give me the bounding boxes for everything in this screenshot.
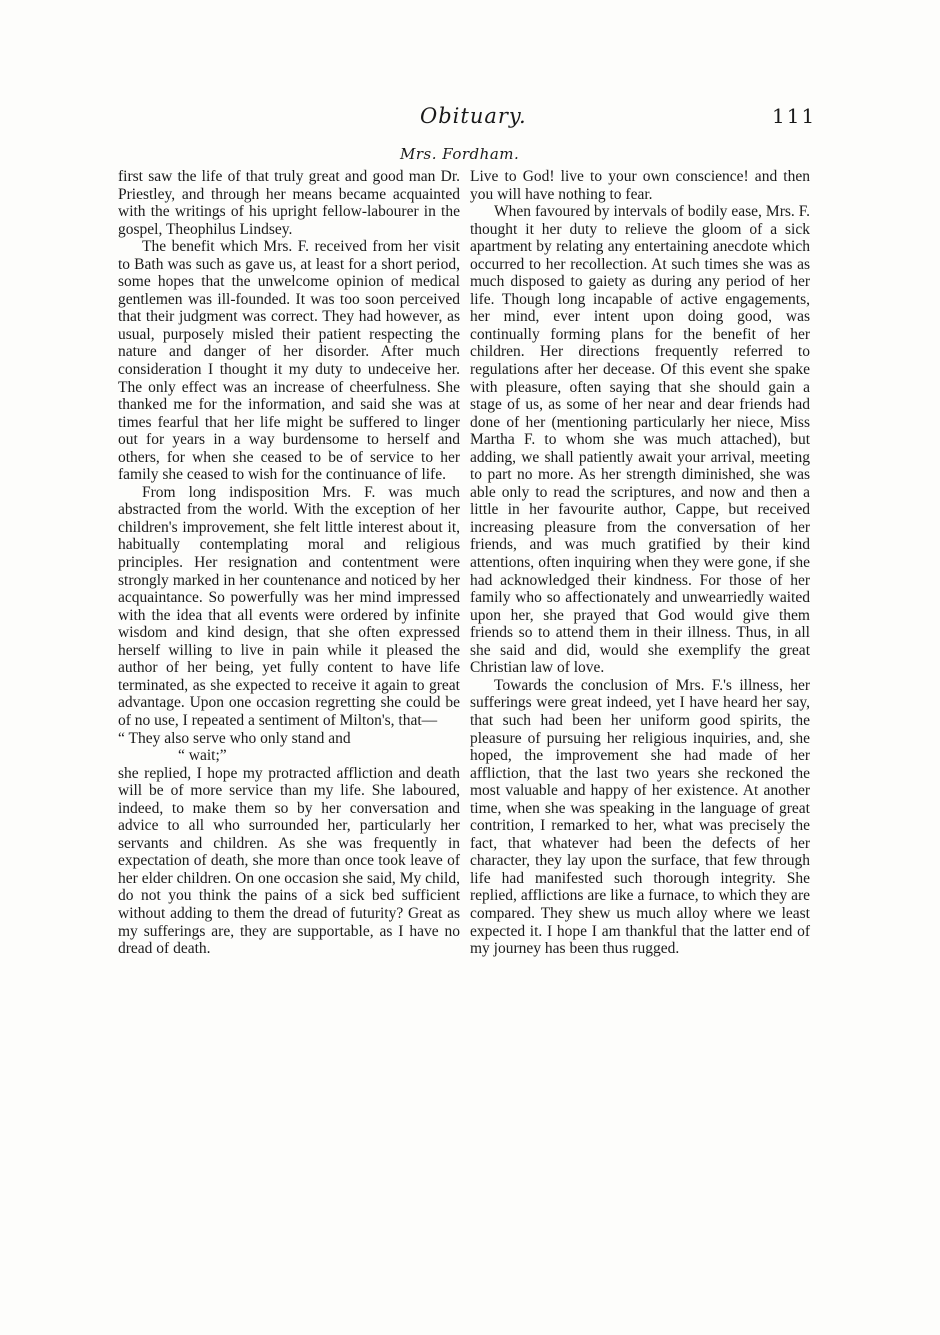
page-number: 111: [772, 104, 817, 128]
paragraph: she replied, I hope my protracted affliction and death will be of more service than my life. She laboured, indeed, to make them so by her conversation and advice to all who surrounded her, particularly her servants and children. As she was frequently in expectation of death, she more than once took leave of her elder children. On one occasion she said, My child, do not you think the pains of a sick bed sufficient without adding to them the dread of futurity? Great as my sufferings are, they are supportable, as I have no dread of death.: [118, 764, 460, 958]
paragraph: The benefit which Mrs. F. received from her visit to Bath was such as gave us, at least for a short period, some hopes that the unwelcome opinion of medical gentlemen was ill-founded. It was too soon perceived that their judgment was correct. They had however, as usual, purposely misled their patient respecting the nature and danger of her disorder. After much consideration I thought it my duty to undeceive her. The only effect was an increase of cheerfulness. She thanked me for the information, and said she was at times fearful that her life might be suffered to linger out for years in a way burdensome to herself and others, for when she ceased to be of service to her family she ceased to wish for the continuance of life.: [118, 238, 460, 484]
article-subhead: Mrs. Fordham.: [400, 145, 520, 163]
quotation-line: “ wait;”: [178, 747, 227, 765]
left-column: [118, 168, 460, 958]
paragraph: From long indisposition Mrs. F. was much abstracted from the world. With the exception of her children's improvement, she felt little interest about it, habitually contemplating moral and religious principles. Her resignation and contentment were strongly marked in her countenance and noticed by her acquaintance. So powerfully was her mind impressed with the idea that all events were ordered by infinite wisdom and kind design, that she often expressed herself willing to live in pain while it pleased the author of her being, yet fully content to have life terminated, as she expected to receive it again to great advantage. Upon one occasion regretting she could be of no use, I repeated a sentiment of Milton's, that—: [118, 483, 460, 729]
paragraph: When favoured by intervals of bodily ease, Mrs. F. thought it her duty to relieve the gloom of a sick apartment by relating any entertaining anecdote which occurred to her recollection. At such times she was as much disposed to gaiety as during any period of her life. Though long incapable of active engagements, her mind, ever intent upon doing good, was continually forming plans for the benefit of her children. Her directions frequently referred to regulations after her decease. Of this event she spake with pleasure, often saying that she should gain a stage of us, as some of her near and dear friends had done of her (mentioning particularly her niece, Miss Martha F. to whom she was much attached), but adding, we shall patiently await your arrival, meeting to part no more. As her strength diminished, she was able only to read the scriptures, and now and then a little in her favourite author, Cappe, but received increasing pleasure from the conversation of her friends, and was much gratified by their kind attentions, often inquiring when they were gone, if she had acknowledged their kindness. For those of her family who so affectionately and unwearriedly waited upon her, she prayed that God would give them friends so to attend them in their illness. Thus, in all she said and did, would she exemplify the great Christian law of love.: [470, 203, 810, 677]
paragraph: Towards the conclusion of Mrs. F.'s illness, her sufferings were great indeed, yet I have heard her say, that such had been her uniform good spirits, the pleasure of pursuing her religious inquiries, and, she hoped, the improvement she had made of her affliction, that the last two years she reckoned the most valuable and happy of her existence. At another time, when she was speaking in the language of great contrition, I remarked to her, what was precisely the fact, that whatever had been the defects of her character, they lay upon the surface, that few through life had manifested such thorough integrity. She replied, afflictions are like a furnace, to which they are compared. They shew us much alloy where we least expected it. I hope I am thankful that the latter end of my journey has been thus rugged.: [470, 676, 810, 958]
paragraph: Live to God! live to your own conscience! and then you will have nothing to fear.: [470, 168, 810, 203]
running-head: [0, 104, 940, 134]
running-title: Obituary.: [420, 104, 527, 128]
quotation-line: “ They also serve who only stand and: [118, 729, 351, 747]
right-column: [470, 168, 810, 958]
paragraph: first saw the life of that truly great and good man Dr. Priestley, and through her means became acquainted with the writings of his upright fellow-labourer in the gospel, Theophilus Lindsey.: [118, 168, 460, 238]
